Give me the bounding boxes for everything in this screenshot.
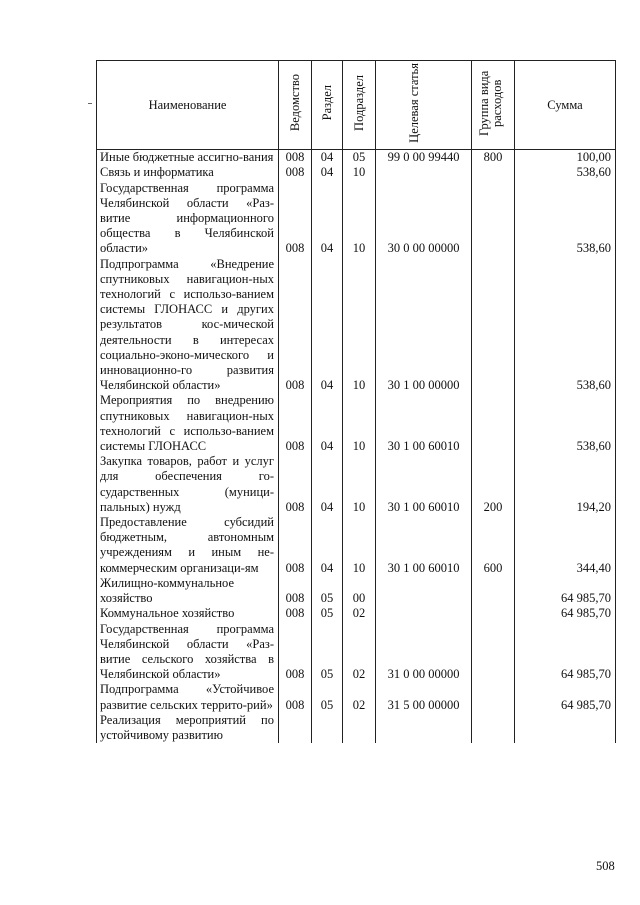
row-name: Реализация мероприятий по устойчивому развитию — [97, 713, 279, 743]
row-celevaya: 99 0 00 99440 — [376, 150, 472, 166]
row-gruppa — [472, 682, 515, 712]
row-razdel: 04 — [312, 257, 343, 394]
row-vedomstvo: 008 — [279, 165, 312, 180]
row-gruppa — [472, 257, 515, 394]
row-podrazdel: 10 — [343, 165, 376, 180]
row-name: Подпрограмма «Внедрение спутниковых навигацион-ных технологий с использо-ванием системы ГЛОНАСС и других результатов кос-мической деятельности в интересах социально-эконо-мического и инновационно-го развития Челябинской области» — [97, 257, 279, 394]
row-summa: 538,60 — [515, 181, 616, 257]
table-header-row — [97, 61, 616, 150]
row-gruppa — [472, 576, 515, 606]
header-celevaya: Целевая статья — [376, 61, 472, 150]
margin-mark — [88, 103, 92, 104]
header-summa: Сумма — [515, 61, 616, 150]
row-name: Государственная программа Челябинской области «Раз-витие информационного общества в Челябинской области» — [97, 181, 279, 257]
table-row — [97, 515, 616, 576]
row-name: Иные бюджетные ассигно-вания — [97, 150, 279, 166]
row-summa: 64 985,70 — [515, 682, 616, 712]
row-vedomstvo: 008 — [279, 393, 312, 454]
budget-table — [96, 60, 616, 743]
row-razdel: 04 — [312, 393, 343, 454]
row-summa: 344,40 — [515, 515, 616, 576]
row-razdel — [312, 713, 343, 743]
row-razdel: 04 — [312, 515, 343, 576]
row-celevaya — [376, 713, 472, 743]
row-name: Жилищно-коммунальное хозяйство — [97, 576, 279, 606]
row-celevaya: 30 1 00 60010 — [376, 515, 472, 576]
row-celevaya: 30 1 00 00000 — [376, 257, 472, 394]
row-celevaya: 30 0 00 00000 — [376, 181, 472, 257]
row-razdel: 05 — [312, 622, 343, 683]
row-razdel: 04 — [312, 454, 343, 515]
table-row — [97, 165, 616, 180]
row-summa: 538,60 — [515, 165, 616, 180]
row-razdel: 04 — [312, 165, 343, 180]
row-gruppa — [472, 393, 515, 454]
page-number: 508 — [596, 859, 615, 873]
row-podrazdel: 02 — [343, 622, 376, 683]
row-celevaya — [376, 606, 472, 621]
row-summa: 100,00 — [515, 150, 616, 166]
row-gruppa — [472, 622, 515, 683]
row-summa — [515, 713, 616, 743]
table-row — [97, 606, 616, 621]
row-podrazdel: 00 — [343, 576, 376, 606]
row-vedomstvo — [279, 713, 312, 743]
row-summa: 64 985,70 — [515, 622, 616, 683]
row-podrazdel: 10 — [343, 454, 376, 515]
table-row — [97, 150, 616, 166]
table-row — [97, 393, 616, 454]
row-podrazdel: 10 — [343, 181, 376, 257]
table-row — [97, 257, 616, 394]
row-gruppa — [472, 181, 515, 257]
row-vedomstvo: 008 — [279, 576, 312, 606]
row-gruppa — [472, 713, 515, 743]
row-vedomstvo: 008 — [279, 515, 312, 576]
row-vedomstvo: 008 — [279, 454, 312, 515]
row-name: Подпрограмма «Устойчивое развитие сельских террито-рий» — [97, 682, 279, 712]
row-vedomstvo: 008 — [279, 181, 312, 257]
header-podrazdel: Подраздел — [343, 61, 376, 150]
row-vedomstvo: 008 — [279, 682, 312, 712]
row-razdel: 04 — [312, 181, 343, 257]
row-gruppa — [472, 606, 515, 621]
row-celevaya: 30 1 00 60010 — [376, 454, 472, 515]
row-podrazdel: 10 — [343, 257, 376, 394]
row-summa: 64 985,70 — [515, 576, 616, 606]
row-podrazdel: 02 — [343, 606, 376, 621]
table-row — [97, 622, 616, 683]
row-vedomstvo: 008 — [279, 150, 312, 166]
row-gruppa — [472, 165, 515, 180]
row-celevaya — [376, 576, 472, 606]
row-celevaya: 30 1 00 60010 — [376, 393, 472, 454]
row-razdel: 05 — [312, 576, 343, 606]
row-vedomstvo: 008 — [279, 622, 312, 683]
row-gruppa: 200 — [472, 454, 515, 515]
row-name: Коммунальное хозяйство — [97, 606, 279, 621]
row-vedomstvo: 008 — [279, 606, 312, 621]
table-row — [97, 576, 616, 606]
table-row — [97, 682, 616, 712]
row-podrazdel: 10 — [343, 393, 376, 454]
table-row — [97, 181, 616, 257]
table-row — [97, 713, 616, 743]
row-summa: 64 985,70 — [515, 606, 616, 621]
row-gruppa: 600 — [472, 515, 515, 576]
header-gruppa: Группа вида расходов — [472, 61, 515, 150]
row-celevaya: 31 0 00 00000 — [376, 622, 472, 683]
row-razdel: 05 — [312, 606, 343, 621]
row-podrazdel — [343, 713, 376, 743]
row-name: Предоставление субсидий бюджетным, автономным учреждениям и иным не-коммерческим организаци-ям — [97, 515, 279, 576]
row-name: Мероприятия по внедрению спутниковых навигацион-ных технологий с использо-ванием системы ГЛОНАСС — [97, 393, 279, 454]
row-summa: 538,60 — [515, 257, 616, 394]
header-name: Наименование — [97, 61, 279, 150]
row-razdel: 04 — [312, 150, 343, 166]
row-podrazdel: 05 — [343, 150, 376, 166]
row-podrazdel: 10 — [343, 515, 376, 576]
row-gruppa: 800 — [472, 150, 515, 166]
row-razdel: 05 — [312, 682, 343, 712]
header-razdel: Раздел — [312, 61, 343, 150]
row-vedomstvo: 008 — [279, 257, 312, 394]
row-summa: 194,20 — [515, 454, 616, 515]
header-vedomstvo: Ведомство — [279, 61, 312, 150]
row-celevaya — [376, 165, 472, 180]
row-celevaya: 31 5 00 00000 — [376, 682, 472, 712]
row-podrazdel: 02 — [343, 682, 376, 712]
row-name: Связь и информатика — [97, 165, 279, 180]
row-name: Закупка товаров, работ и услуг для обеспечения го-сударственных (муници-пальных) нужд — [97, 454, 279, 515]
table-row — [97, 454, 616, 515]
row-name: Государственная программа Челябинской области «Раз-витие сельского хозяйства в Челябинской области» — [97, 622, 279, 683]
row-summa: 538,60 — [515, 393, 616, 454]
